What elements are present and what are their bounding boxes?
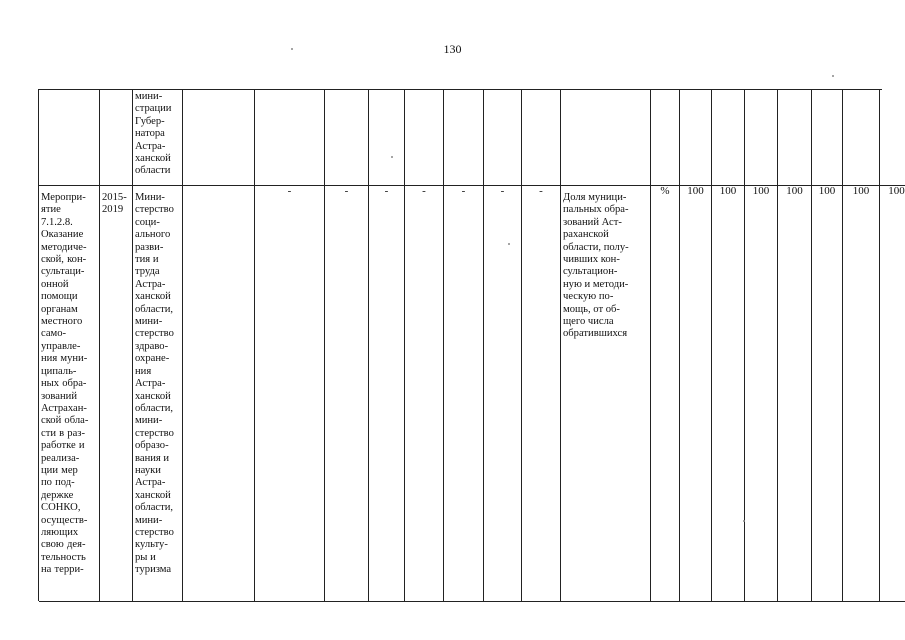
scan-speck	[832, 75, 834, 77]
funding-value: -	[287, 186, 292, 197]
cont-funding-cell-5	[405, 90, 444, 186]
funding-value: -	[461, 186, 466, 197]
cont-value-cell-5	[812, 90, 843, 186]
cont-value-cell-2	[712, 90, 745, 186]
cont-value-cell-3	[745, 90, 778, 186]
funding-cell-1	[183, 186, 255, 602]
cont-value-cell-4	[778, 90, 812, 186]
cont-period-cell	[100, 90, 133, 186]
cont-unit-cell	[651, 90, 680, 186]
indicator-cell: Доля муници- пальных обра- зований Аст- раханской области, полу- чивших кон- сультацион- ную и методи- ческую по- мощь, от об- щего числа обратившихся	[561, 186, 651, 602]
program-table	[38, 89, 905, 601]
funding-cell-2	[255, 186, 325, 602]
cont-funding-cell-7	[484, 90, 522, 186]
value-cell-2: 100	[712, 186, 745, 602]
funding-cell-4	[369, 186, 405, 602]
scan-speck	[508, 243, 510, 245]
measure-name-cell: Меропри- ятие 7.1.2.8. Оказание методиче- ской, кон- сультаци- онной помощи органам местного само- управле- ния муни- ципаль- ных обра- зований Астрахан- ской обла- сти в раз- работке и реализа- ции мер по под- держке СОНКО, осуществ- ляющих свою дея- тельность на терри-	[39, 186, 100, 602]
cont-funding-cell-1	[183, 90, 255, 186]
funding-value: -	[384, 186, 389, 197]
value-cell-1: 100	[680, 186, 712, 602]
scan-speck	[391, 156, 393, 158]
funding-value: -	[344, 186, 349, 197]
measure-period-cell: 2015- 2019	[100, 186, 133, 602]
cont-value-cell-7	[880, 90, 905, 186]
funding-value: -	[539, 186, 543, 197]
funding-cell-6	[444, 186, 484, 602]
funding-value: -	[500, 186, 505, 197]
value-cell-5: 100	[812, 186, 843, 602]
cont-funding-cell-4	[369, 90, 405, 186]
funding-value: -	[422, 186, 426, 197]
cont-value-cell-1	[680, 90, 712, 186]
page-number: 130	[443, 42, 462, 56]
measure-executor-cell: Мини- стерство соци- ального разви- тия и труда Астра- ханской области, мини- стерство здраво- охране- ния Астра- ханской области, мини- стерство образо- вания и науки Астра- ханской области, мини- стерство культу- ры и туризма	[133, 186, 183, 602]
funding-cell-3	[325, 186, 369, 602]
cont-funding-cell-2	[255, 90, 325, 186]
value-cell-4: 100	[778, 186, 812, 602]
cont-executor-cell: мини- страции Губер- натора Астра- ханской области	[133, 90, 183, 186]
cont-funding-cell-3	[325, 90, 369, 186]
cont-measure-cell	[39, 90, 100, 186]
value-cell-7: 100	[880, 186, 905, 602]
value-cell-6: 100	[843, 186, 880, 602]
funding-cell-5	[405, 186, 444, 602]
cont-value-cell-6	[843, 90, 880, 186]
funding-cell-7	[484, 186, 522, 602]
cont-indicator-cell	[561, 90, 651, 186]
cont-funding-cell-8	[522, 90, 561, 186]
scan-speck	[743, 520, 745, 522]
unit-cell: %	[651, 186, 680, 602]
scan-speck	[291, 48, 293, 50]
cont-funding-cell-6	[444, 90, 484, 186]
funding-cell-8	[522, 186, 561, 602]
value-cell-3: 100	[745, 186, 778, 602]
